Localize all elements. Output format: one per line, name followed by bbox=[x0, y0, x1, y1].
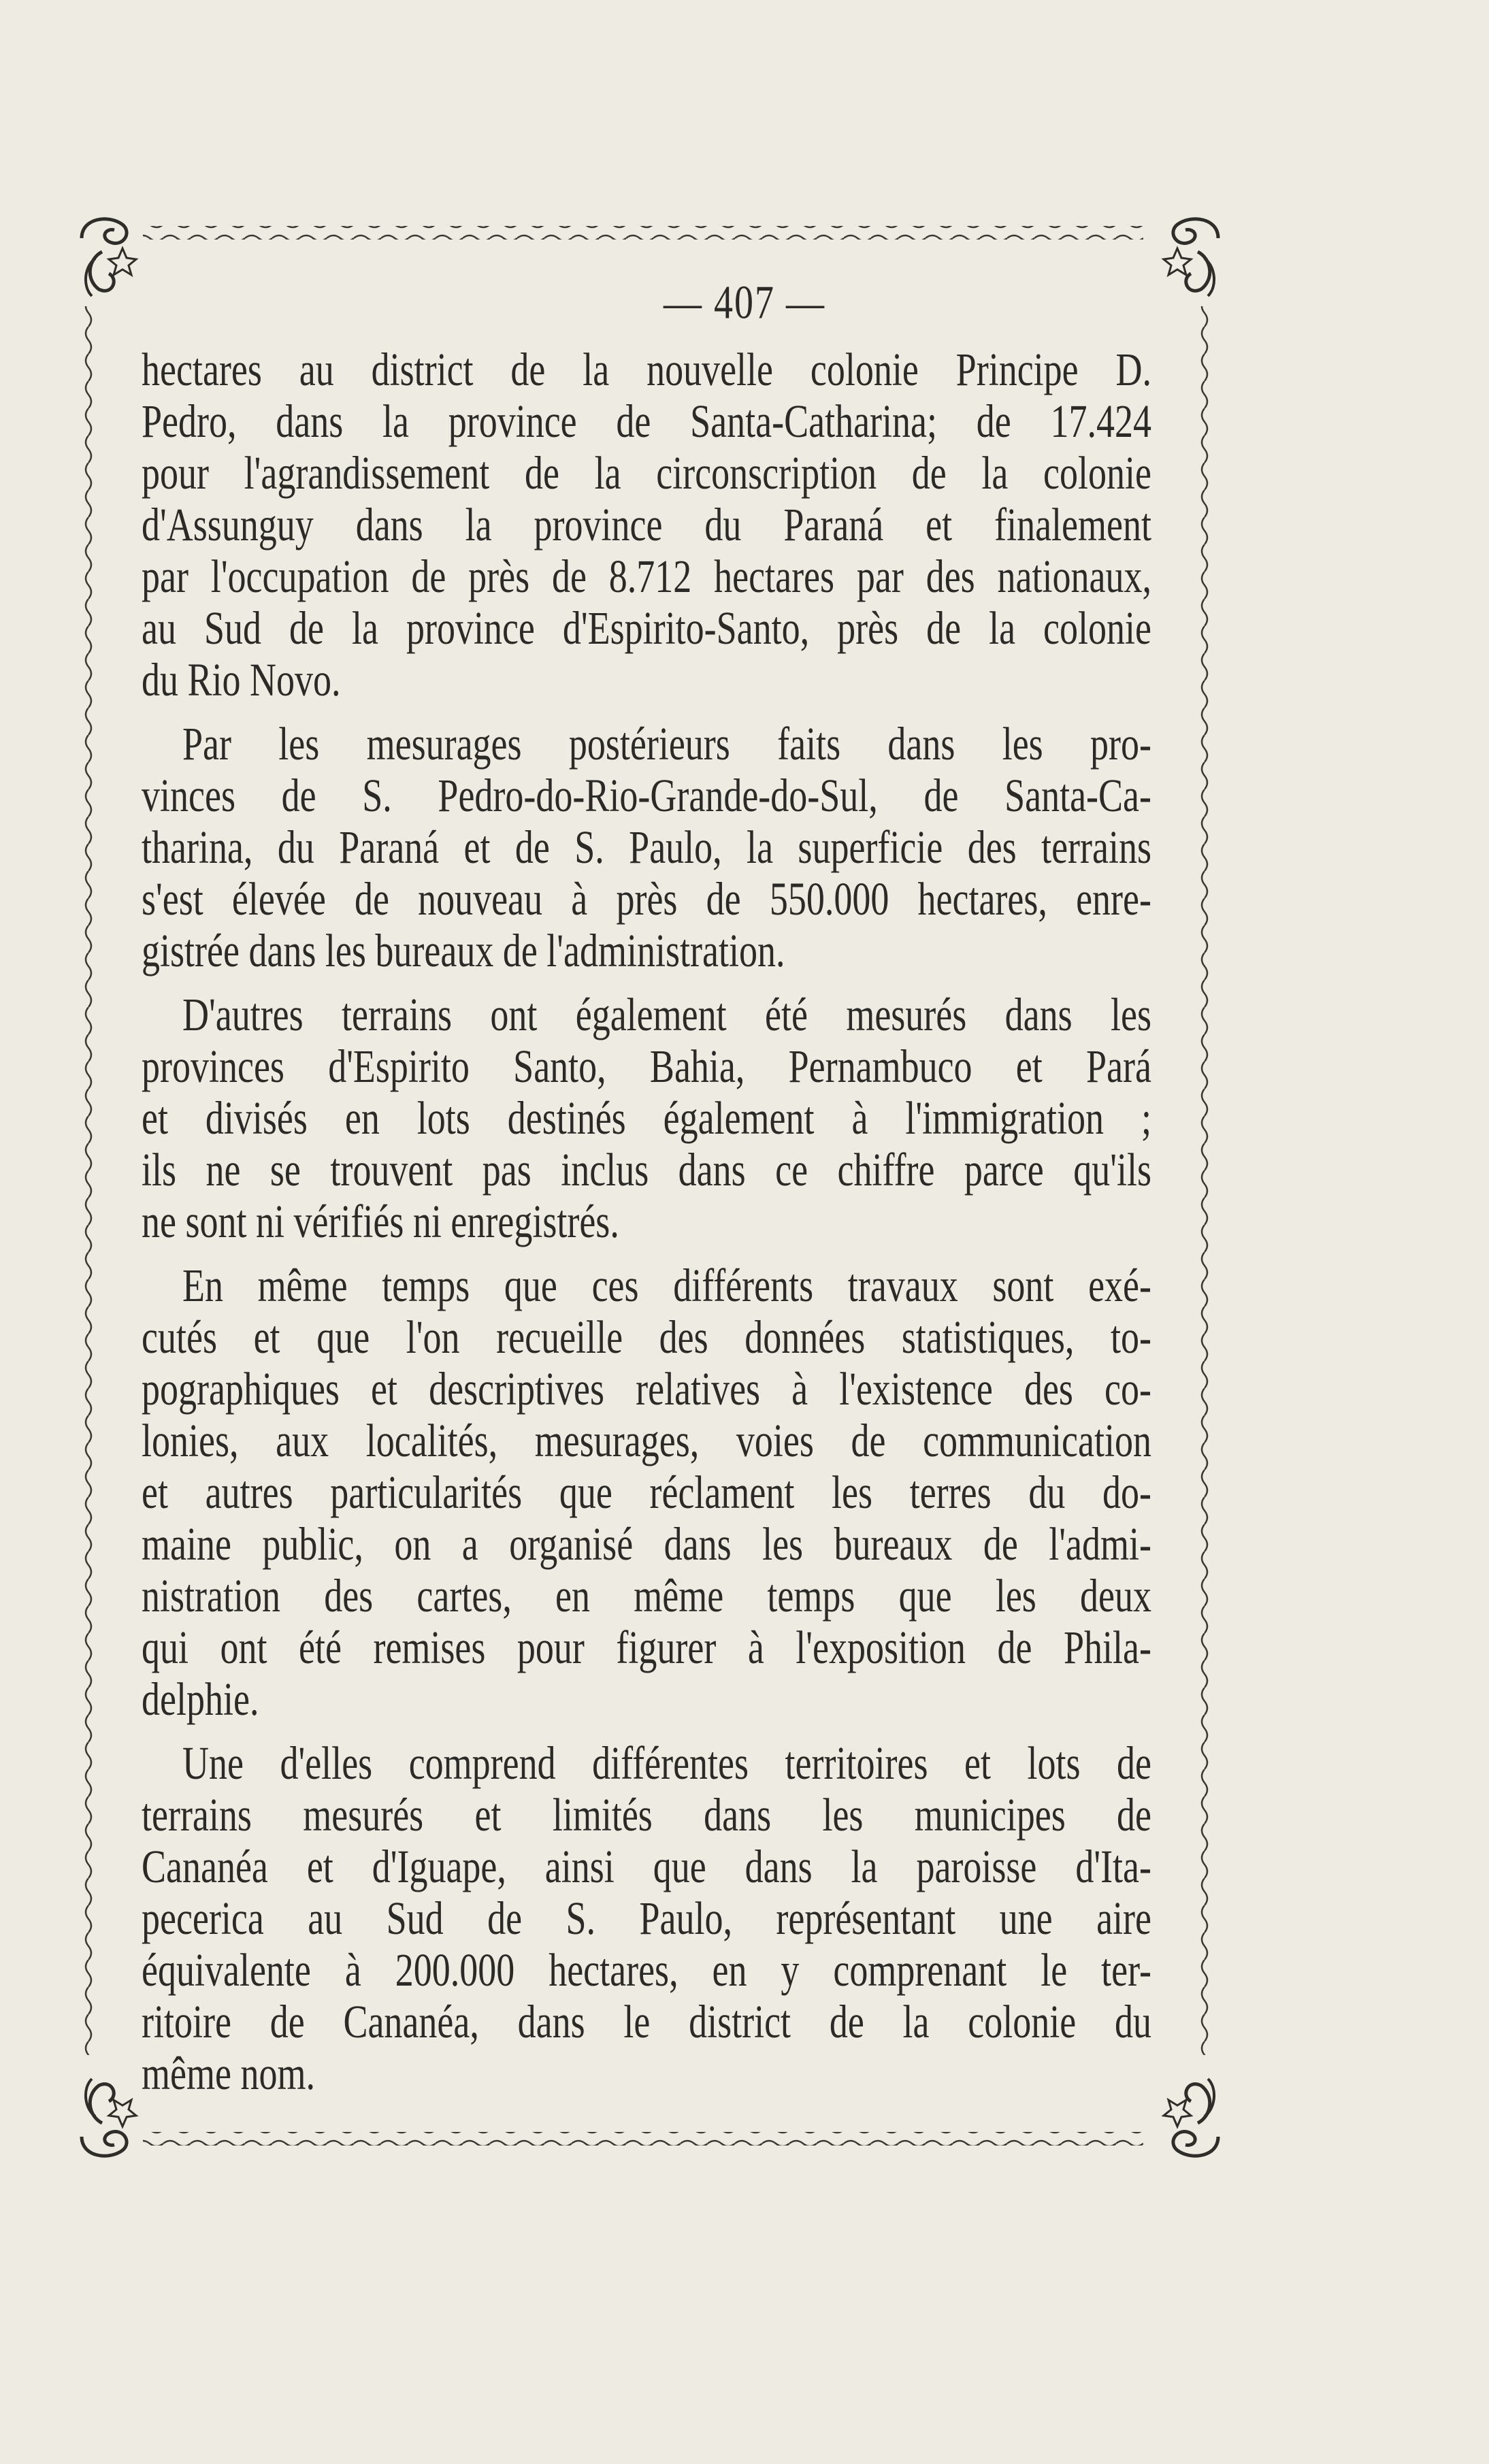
text-line: ritoire de Cananéa, dans le district de la colonie du bbox=[142, 1995, 1151, 2048]
text-line: pour l'agrandissement de la circonscription de la colonie bbox=[142, 446, 1151, 499]
text-line: Une d'elles comprend différentes territoires et lots de bbox=[182, 1737, 1151, 1790]
text-line: qui ont été remises pour figurer à l'exposition de Phila- bbox=[142, 1621, 1151, 1674]
text-line: équivalente à 200.000 hectares, en y comprenant le ter- bbox=[142, 1943, 1151, 1997]
text-line: au Sud de la province d'Espirito-Santo, près de la colonie bbox=[142, 602, 1151, 655]
text-line: et autres particularités que réclament les terres du do- bbox=[142, 1466, 1151, 1519]
text-line: ils ne se trouvent pas inclus dans ce chiffre parce qu'ils bbox=[142, 1143, 1151, 1196]
text-line: d'Assunguy dans la province du Paraná et finalement bbox=[142, 498, 1151, 551]
text-line: maine public, on a organisé dans les bureaux de l'admi- bbox=[142, 1517, 1151, 1571]
text-line: et divisés en lots destinés également à l'immigration ; bbox=[142, 1091, 1151, 1145]
text-line: En même temps que ces différents travaux sont exé- bbox=[182, 1259, 1151, 1312]
text-line: nistration des cartes, en même temps que les deux bbox=[142, 1569, 1151, 1622]
text-line: par l'occupation de près de 8.712 hectares par des nationaux, bbox=[142, 550, 1151, 603]
text-line: même nom. bbox=[142, 2047, 315, 2100]
text-line: Pedro, dans la province de Santa-Catharina; de 17.424 bbox=[142, 395, 1151, 448]
page-number: — 407 — bbox=[664, 276, 825, 329]
text-line: gistrée dans les bureaux de l'administration. bbox=[142, 924, 785, 977]
text-line: pographiques et descriptives relatives à l'existence des co- bbox=[142, 1362, 1151, 1415]
paragraph bbox=[142, 718, 1151, 976]
top-wavy-rule bbox=[143, 226, 1143, 240]
text-line: vinces de S. Pedro-do-Rio-Grande-do-Sul, de Santa-Ca- bbox=[142, 769, 1151, 822]
text-line: Cananéa et d'Iguape, ainsi que dans la paroisse d'Ita- bbox=[142, 1840, 1151, 1893]
text-line: D'autres terrains ont également été mesurés dans les bbox=[182, 988, 1151, 1041]
text-line: delphie. bbox=[142, 1673, 259, 1726]
right-wavy-rule bbox=[1198, 306, 1211, 2055]
left-wavy-rule bbox=[82, 306, 95, 2055]
text-line: tharina, du Paraná et de S. Paulo, la superficie des terrains bbox=[142, 821, 1151, 874]
bottom-wavy-rule bbox=[143, 2132, 1143, 2146]
text-line: terrains mesurés et limités dans les municipes de bbox=[142, 1788, 1151, 1841]
text-line: ne sont ni vérifiés ni enregistrés. bbox=[142, 1195, 619, 1248]
page-body bbox=[142, 344, 1151, 2112]
text-line: du Rio Novo. bbox=[142, 653, 341, 706]
paragraph bbox=[142, 989, 1151, 1247]
corner-ornament-bottom-left bbox=[82, 2079, 136, 2156]
paragraph bbox=[142, 1737, 1151, 2099]
text-line: Par les mesurages postérieurs faits dans les pro- bbox=[182, 717, 1151, 770]
text-line: cutés et que l'on recueille des données statistiques, to- bbox=[142, 1311, 1151, 1364]
text-line: s'est élevée de nouveau à près de 550.000 hectares, enre- bbox=[142, 872, 1151, 925]
corner-ornament-bottom-right bbox=[1164, 2079, 1218, 2156]
text-line: hectares au district de la nouvelle colonie Principe D. bbox=[142, 343, 1151, 396]
text-line: provinces d'Espirito Santo, Bahia, Pernambuco et Pará bbox=[142, 1040, 1151, 1093]
text-line: pecerica au Sud de S. Paulo, représentant une aire bbox=[142, 1892, 1151, 1945]
paragraph bbox=[142, 1260, 1151, 1725]
text-line: lonies, aux localités, mesurages, voies de communication bbox=[142, 1414, 1151, 1467]
paragraph bbox=[142, 344, 1151, 706]
